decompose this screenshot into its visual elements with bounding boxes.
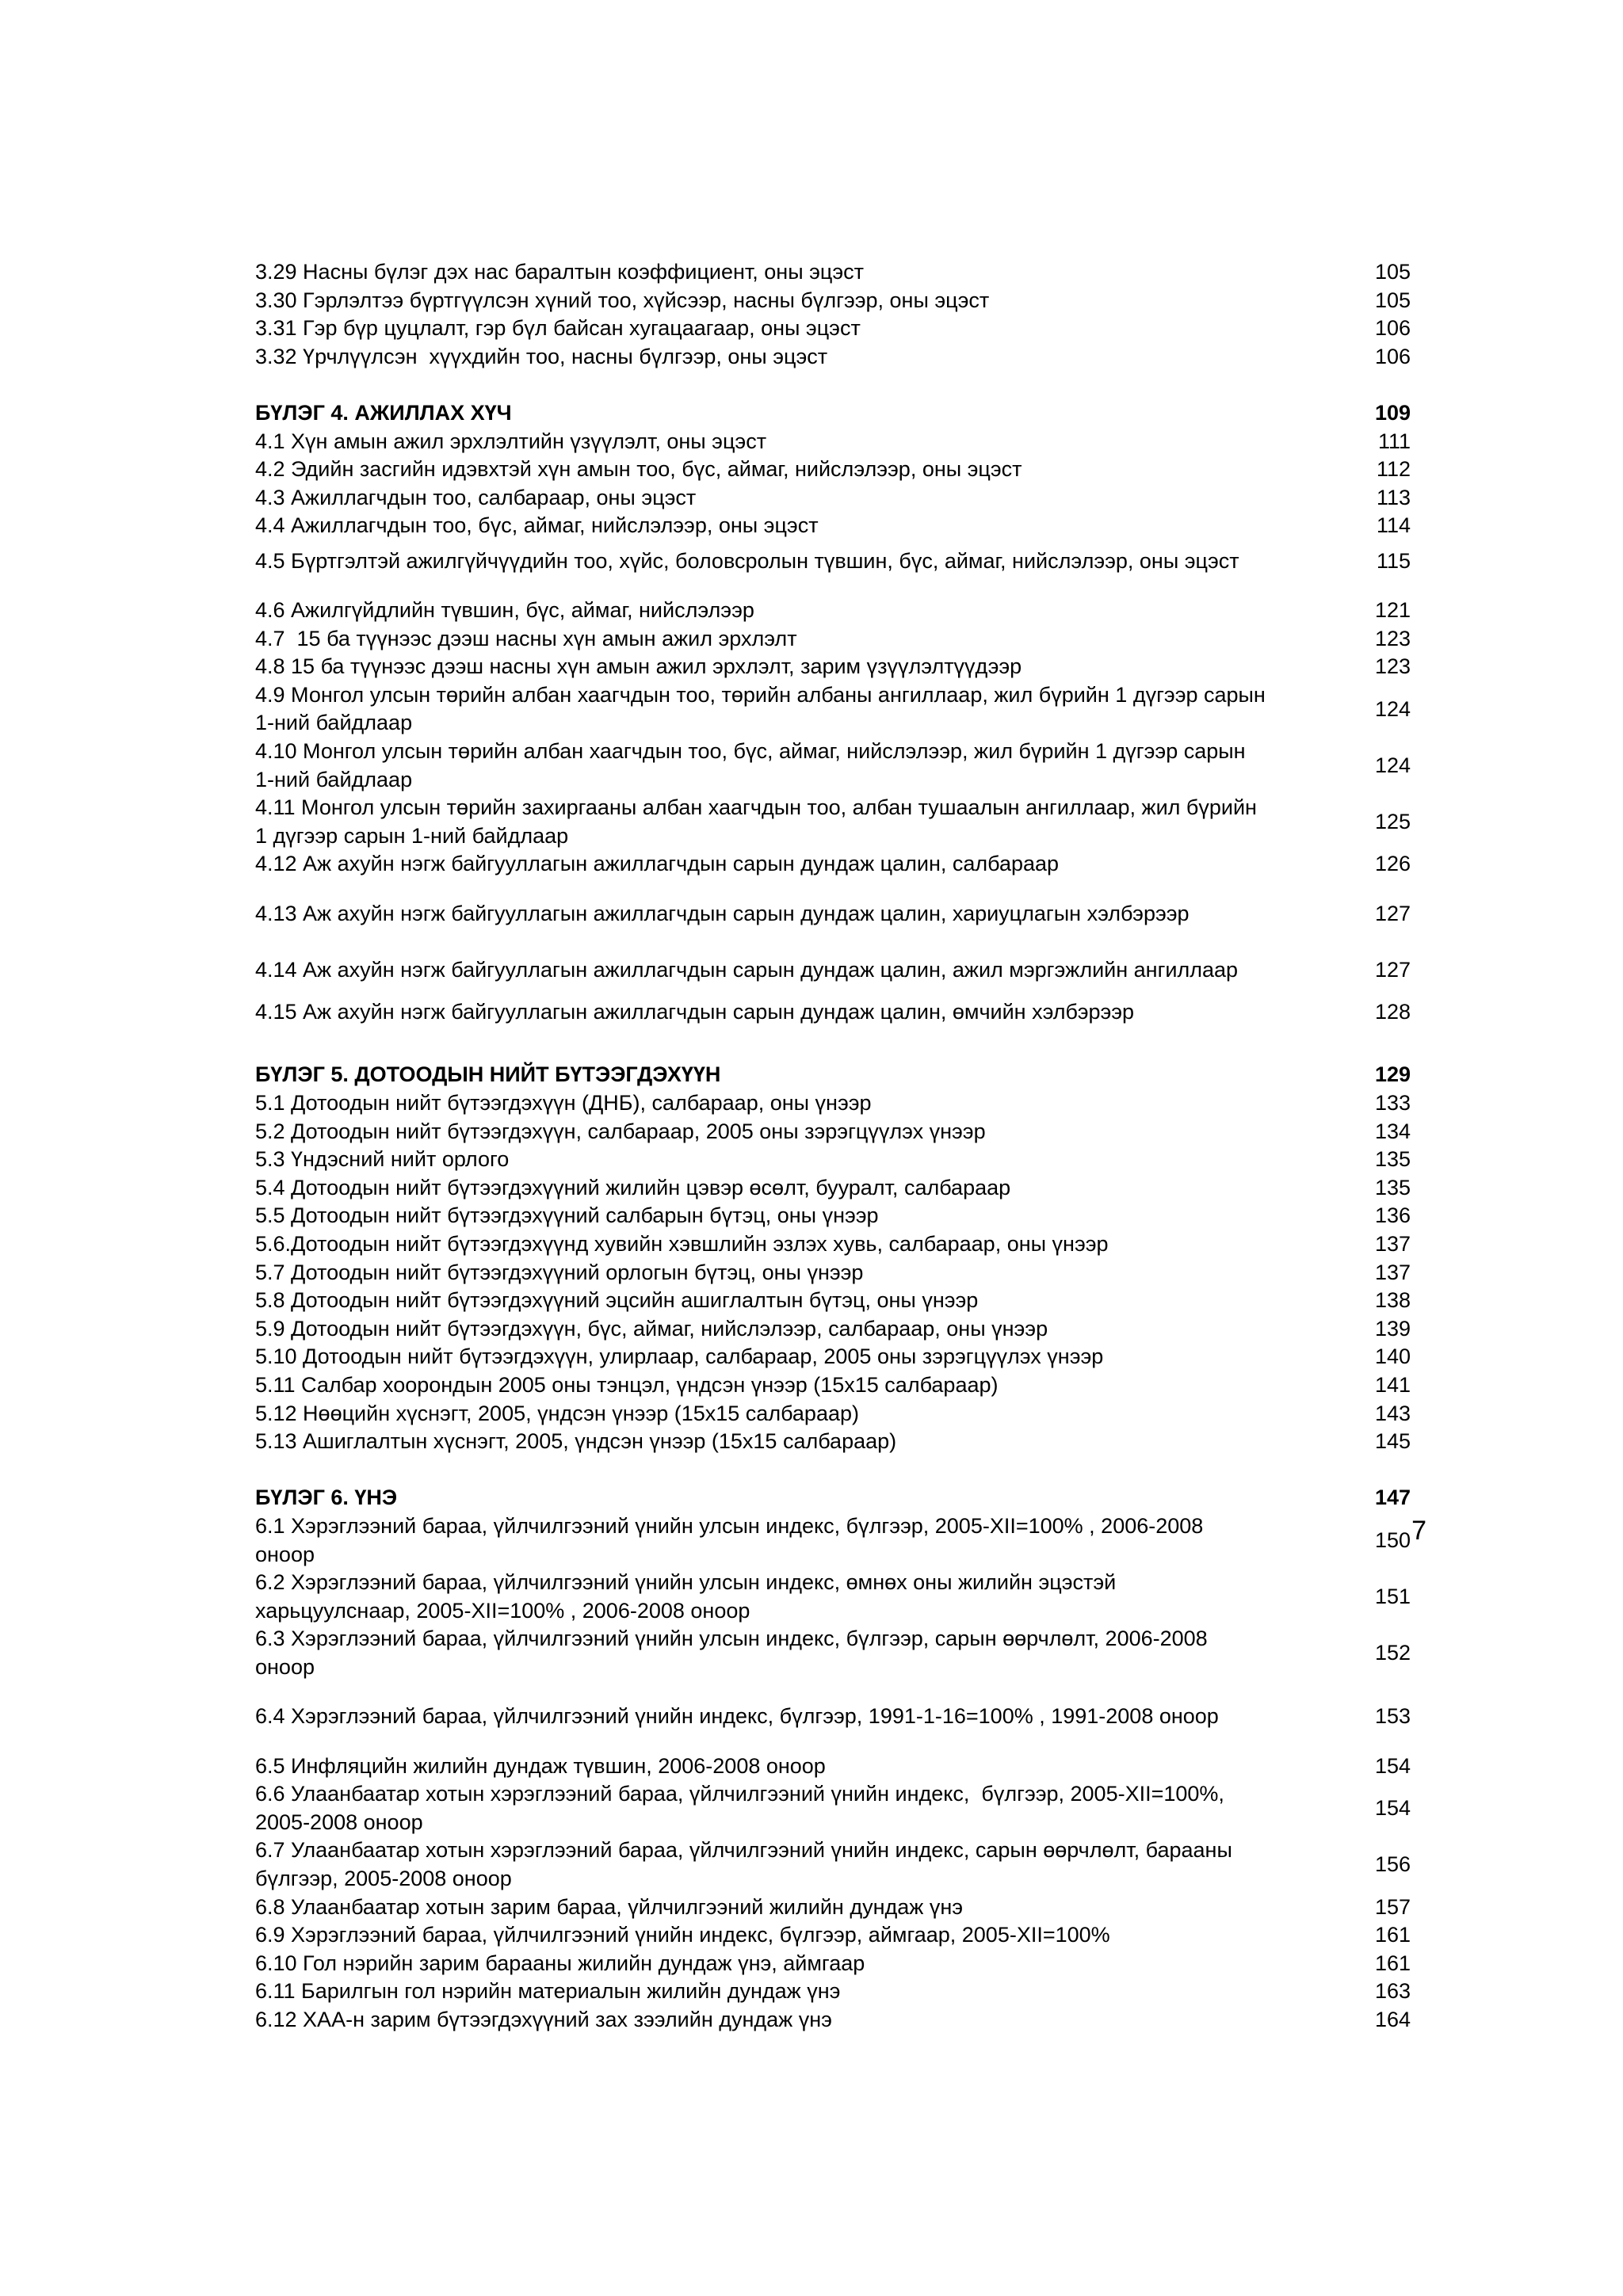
toc-entry xyxy=(255,1512,1411,1569)
toc-entry-title: 4.1 Хүн амын ажил эрхлэлтийн үзүүлэлт, оны эцэст xyxy=(255,429,767,453)
toc-entry-title: 4.11 Монгол улсын төрийн захиргааны албан хаагчдын тоо, албан тушаалын ангиллаар, жил бүрийн 1 дүгээр сарын 1-ний байдлаар xyxy=(255,795,1257,848)
toc-entry xyxy=(255,512,1411,540)
toc-entry-page: 124 xyxy=(1374,753,1411,777)
toc-entry xyxy=(255,1400,1411,1428)
toc-entry xyxy=(255,456,1411,484)
toc-entry-page: 133 xyxy=(1374,1091,1411,1116)
toc-entry-title: 5.6.Дотоодын нийт бүтээгдэхүүнд хувийн хэвшлийн эзлэх хувь, салбараар, оны үнээр xyxy=(255,1232,1109,1257)
toc-entry-page: 115 xyxy=(1376,548,1411,573)
toc-entry-page: 123 xyxy=(1374,654,1411,679)
toc-entry xyxy=(255,1428,1411,1456)
toc-entry-title: 4.10 Монгол улсын төрийн албан хаагчдын тоо, бүс, аймаг, нийслэлээр, жил бүрийн 1 дүгээр сарын 1-ний байдлаар xyxy=(255,738,1246,791)
toc-entry-page: 113 xyxy=(1376,485,1411,509)
toc-entry-page: 140 xyxy=(1374,1344,1411,1369)
toc-entry-title: 4.4 Ажиллагчдын тоо, бүс, аймаг, нийслэлээр, оны эцэст xyxy=(255,513,819,538)
toc-entry-title: 4.14 Аж ахуйн нэгж байгууллагын ажиллагчдын сарын дундаж цалин, ажил мэргэжлийн ангиллаар xyxy=(255,957,1239,982)
page-number: 7 xyxy=(1411,1516,1426,1546)
toc-entry xyxy=(255,2006,1411,2035)
toc-entry-page: 139 xyxy=(1374,1316,1411,1341)
toc-entry-title: 4.12 Аж ахуйн нэгж байгууллагын ажиллагчдын сарын дундаж цалин, салбараар xyxy=(255,852,1060,876)
toc-entry-page: 138 xyxy=(1374,1288,1411,1313)
toc-entry-title: 5.9 Дотоодын нийт бүтээгдэхүүн, бүс, аймаг, нийслэлээр, салбараар, оны үнээр xyxy=(255,1316,1048,1341)
toc-entry xyxy=(255,1836,1411,1893)
toc-entry-page: 137 xyxy=(1374,1260,1411,1284)
toc-entry-page: 126 xyxy=(1374,852,1411,876)
toc-entry xyxy=(255,258,1411,287)
toc-entry xyxy=(255,428,1411,456)
toc-entry-page: 129 xyxy=(1374,1062,1411,1087)
toc-entry-title: 6.5 Инфляцийн жилийн дундаж түвшин, 2006-2008 оноор xyxy=(255,1753,826,1778)
toc-entry-page: 150 xyxy=(1374,1527,1411,1552)
toc-entry-title: 4.3 Ажиллагчдын тоо, салбараар, оны эцэст xyxy=(255,485,697,509)
toc-entry-title: 4.8 15 ба түүнээс дээш насны хүн амын ажил эрхлэлт, зарим үзүүлэлтүүдээр xyxy=(255,654,1022,679)
toc-entry-page: 111 xyxy=(1377,429,1411,453)
toc-entry-page: 143 xyxy=(1374,1401,1411,1425)
toc-entry xyxy=(255,315,1411,343)
toc-entry-title: 5.5 Дотоодын нийт бүтээгдэхүүний салбарын бүтэц, оны үнээр xyxy=(255,1203,879,1228)
toc-entry-page: 156 xyxy=(1374,1852,1411,1877)
toc-entry-page: 161 xyxy=(1374,1923,1411,1947)
toc-entry-page: 106 xyxy=(1374,316,1411,341)
toc-entry xyxy=(255,1753,1411,1781)
toc-entry xyxy=(255,738,1411,794)
toc-chapter-heading xyxy=(255,1484,1411,1512)
toc-entry xyxy=(255,1259,1411,1287)
toc-entry-page: 135 xyxy=(1374,1147,1411,1172)
toc-entry-title: 4.13 Аж ахуйн нэгж байгууллагын ажиллагчдын сарын дундаж цалин, хариуцлагын хэлбэрээр xyxy=(255,901,1190,925)
toc-entry xyxy=(255,794,1411,850)
toc-entry-page: 105 xyxy=(1374,288,1411,312)
toc-entry xyxy=(255,1371,1411,1400)
toc-entry-title: 3.32 Үрчлүүлсэн хүүхдийн тоо, насны бүлгээр, оны эцэст xyxy=(255,344,828,368)
toc-entry-page: 105 xyxy=(1374,260,1411,284)
toc-entry xyxy=(255,1921,1411,1950)
toc-entry-page: 147 xyxy=(1374,1486,1411,1510)
toc-entry xyxy=(255,1146,1411,1174)
toc-entry xyxy=(255,1343,1411,1371)
toc-entry-title: 6.10 Гол нэрийн зарим барааны жилийн дундаж үнэ, аймгаар xyxy=(255,1951,865,1975)
toc-entry-title: 5.8 Дотоодын нийт бүтээгдэхүүний эцсийн ашиглалтын бүтэц, оны үнээр xyxy=(255,1288,979,1313)
toc-entry-title: 5.2 Дотоодын нийт бүтээгдэхүүн, салбараар, 2005 оны зэрэгцүүлэх үнээр xyxy=(255,1119,986,1143)
toc-entry-title: 4.5 Бүртгэлтэй ажилгүйчүүдийн тоо, хүйс, боловсролын түвшин, бүс, аймаг, нийслэлээр, оны эцэст xyxy=(255,548,1239,573)
toc-entry-title: 6.4 Хэрэглээний бараа, үйлчилгээний үнийн индекс, бүлгээр, 1991-1-16=100% , 1991-2008 оноор xyxy=(255,1704,1219,1729)
toc-entry-page: 127 xyxy=(1374,957,1411,982)
toc-entry-page: 127 xyxy=(1374,901,1411,925)
toc-entry-page: 152 xyxy=(1374,1641,1411,1665)
toc-entry-page: 106 xyxy=(1374,344,1411,368)
toc-entry xyxy=(255,1230,1411,1259)
toc-entry xyxy=(255,1202,1411,1230)
toc-entry-page: 136 xyxy=(1374,1203,1411,1228)
toc-entry-title: 6.12 ХАА-н зарим бүтээгдэхүүний зах зээлийн дундаж үнэ xyxy=(255,2007,832,2031)
toc-entry xyxy=(255,1089,1411,1118)
toc-entry-title: 6.8 Улаанбаатар хотын зарим бараа, үйлчилгээний жилийн дундаж үнэ xyxy=(255,1894,964,1919)
toc-entry xyxy=(255,1625,1411,1681)
toc-entry xyxy=(255,1569,1411,1625)
toc-entry xyxy=(255,1894,1411,1922)
toc-entry-page: 109 xyxy=(1374,400,1411,425)
toc-entry xyxy=(255,893,1411,935)
toc-entry-page: 154 xyxy=(1374,1753,1411,1778)
toc-entry-page: 123 xyxy=(1374,626,1411,650)
toc-entry xyxy=(255,597,1411,625)
chapter-title: БҮЛЭГ 5. ДОТООДЫН НИЙТ БҮТЭЭГДЭХҮҮН xyxy=(255,1062,721,1087)
toc-chapter-heading xyxy=(255,399,1411,428)
toc-entry xyxy=(255,540,1411,582)
toc-entry-page: 157 xyxy=(1374,1894,1411,1919)
toc-entry xyxy=(255,1780,1411,1836)
toc-entry-page: 145 xyxy=(1374,1429,1411,1454)
toc-entry xyxy=(255,949,1411,991)
toc-entry-title: 5.12 Нөөцийн хүснэгт, 2005, үндсэн үнээр (15х15 салбараар) xyxy=(255,1401,859,1425)
toc-entry-title: 3.31 Гэр бүр цуцлалт, гэр бүл байсан хугацаагаар, оны эцэст xyxy=(255,316,861,341)
toc-entry-page: 141 xyxy=(1374,1373,1411,1397)
toc-entry-title: 6.9 Хэрэглээний бараа, үйлчилгээний үнийн индекс, бүлгээр, аймгаар, 2005-XII=100% xyxy=(255,1923,1110,1947)
toc-entry-title: 6.2 Хэрэглээний бараа, үйлчилгээний үнийн улсын индекс, өмнөх оны жилийн эцэстэй харьцуулснаар, 2005-XII=100% , 2006-2008 оноор xyxy=(255,1570,1117,1623)
toc-entry-page: 164 xyxy=(1374,2007,1411,2031)
toc-entry-title: 5.11 Салбар хоорондын 2005 оны тэнцэл, үндсэн үнээр (15х15 салбараар) xyxy=(255,1373,999,1397)
toc-entry xyxy=(255,681,1411,738)
toc-entry-page: 128 xyxy=(1374,999,1411,1024)
toc-entry-page: 135 xyxy=(1374,1175,1411,1199)
toc-entry-title: 4.6 Ажилгүйдлийн түвшин, бүс, аймаг, нийслэлээр xyxy=(255,597,754,622)
toc-entry xyxy=(255,1696,1411,1738)
toc-entry-title: 3.29 Насны бүлэг дэх нас баралтын коэффициент, оны эцэст xyxy=(255,260,865,284)
toc-entry-page: 161 xyxy=(1374,1951,1411,1975)
toc-entry xyxy=(255,653,1411,681)
toc-entry xyxy=(255,850,1411,879)
toc-entry xyxy=(255,1118,1411,1146)
toc-entry xyxy=(255,287,1411,315)
toc-entry-title: 6.7 Улаанбаатар хотын хэрэглээний бараа, үйлчилгээний үнийн индекс, сарын өөрчлөлт, барааны бүлгээр, 2005-2008 оноор xyxy=(255,1838,1232,1890)
toc-entry xyxy=(255,1950,1411,1978)
toc-entry-title: 6.3 Хэрэглээний бараа, үйлчилгээний үнийн улсын индекс, бүлгээр, сарын өөрчлөлт, 2006-2008 оноор xyxy=(255,1627,1208,1679)
toc-entry-title: 5.7 Дотоодын нийт бүтээгдэхүүний орлогын бүтэц, оны үнээр xyxy=(255,1260,864,1284)
toc-entry xyxy=(255,343,1411,372)
toc-entry xyxy=(255,1315,1411,1344)
toc-entry-page: 114 xyxy=(1376,513,1411,538)
chapter-title: БҮЛЭГ 6. ҮНЭ xyxy=(255,1486,398,1510)
toc-chapter-heading xyxy=(255,1061,1411,1089)
toc-entry-title: 5.13 Ашиглалтын хүснэгт, 2005, үндсэн үнээр (15х15 салбараар) xyxy=(255,1429,897,1454)
toc-entry xyxy=(255,1978,1411,2006)
toc-entry xyxy=(255,991,1411,1033)
toc-entry xyxy=(255,1174,1411,1203)
toc-entry-page: 125 xyxy=(1374,809,1411,833)
toc-entry-title: 3.30 Гэрлэлтээ бүртгүүлсэн хүний тоо, хүйсээр, насны бүлгээр, оны эцэст xyxy=(255,288,990,312)
toc-entry-title: 6.1 Хэрэглээний бараа, үйлчилгээний үнийн улсын индекс, бүлгээр, 2005-XII=100% , 2006-2008 оноор xyxy=(255,1513,1204,1566)
toc-entry-title: 4.15 Аж ахуйн нэгж байгууллагын ажиллагчдын сарын дундаж цалин, өмчийн хэлбэрээр xyxy=(255,999,1135,1024)
toc-entry-title: 5.1 Дотоодын нийт бүтээгдэхүүн (ДНБ), салбараар, оны үнээр xyxy=(255,1091,872,1116)
chapter-title: БҮЛЭГ 4. АЖИЛЛАХ ХҮЧ xyxy=(255,400,512,425)
toc-entry-title: 5.4 Дотоодын нийт бүтээгдэхүүний жилийн цэвэр өсөлт, бууралт, салбараар xyxy=(255,1175,1011,1199)
toc-entry xyxy=(255,484,1411,513)
toc-entry xyxy=(255,625,1411,654)
table-of-contents xyxy=(255,258,1411,2034)
toc-entry-page: 151 xyxy=(1374,1584,1411,1608)
toc-entry-page: 112 xyxy=(1376,457,1411,482)
toc-entry-title: 6.6 Улаанбаатар хотын хэрэглээний бараа, үйлчилгээний үнийн индекс, бүлгээр, 2005-XII=100%, 2005-2008 оноор xyxy=(255,1782,1224,1834)
toc-entry-title: 4.7 15 ба түүнээс дээш насны хүн амын ажил эрхлэлт xyxy=(255,626,797,650)
toc-entry-page: 124 xyxy=(1374,696,1411,721)
toc-entry xyxy=(255,1287,1411,1315)
toc-entry-page: 163 xyxy=(1374,1979,1411,2004)
toc-entry-title: 4.9 Монгол улсын төрийн албан хаагчдын тоо, төрийн албаны ангиллаар, жил бүрийн 1 дүгээр сарын 1-ний байдлаар xyxy=(255,682,1266,735)
toc-entry-page: 153 xyxy=(1374,1704,1411,1729)
toc-entry-page: 154 xyxy=(1374,1795,1411,1820)
toc-entry-page: 134 xyxy=(1374,1119,1411,1143)
toc-entry-title: 4.2 Эдийн засгийн идэвхтэй хүн амын тоо, бүс, аймаг, нийслэлээр, оны эцэст xyxy=(255,457,1022,482)
toc-entry-title: 6.11 Барилгын гол нэрийн материалын жилийн дундаж үнэ xyxy=(255,1979,841,2004)
toc-entry-page: 121 xyxy=(1374,597,1411,622)
toc-entry-page: 137 xyxy=(1374,1232,1411,1257)
toc-entry-title: 5.3 Үндэсний нийт орлого xyxy=(255,1147,510,1172)
toc-entry-title: 5.10 Дотоодын нийт бүтээгдэхүүн, улирлаар, салбараар, 2005 оны зэрэгцүүлэх үнээр xyxy=(255,1344,1104,1369)
